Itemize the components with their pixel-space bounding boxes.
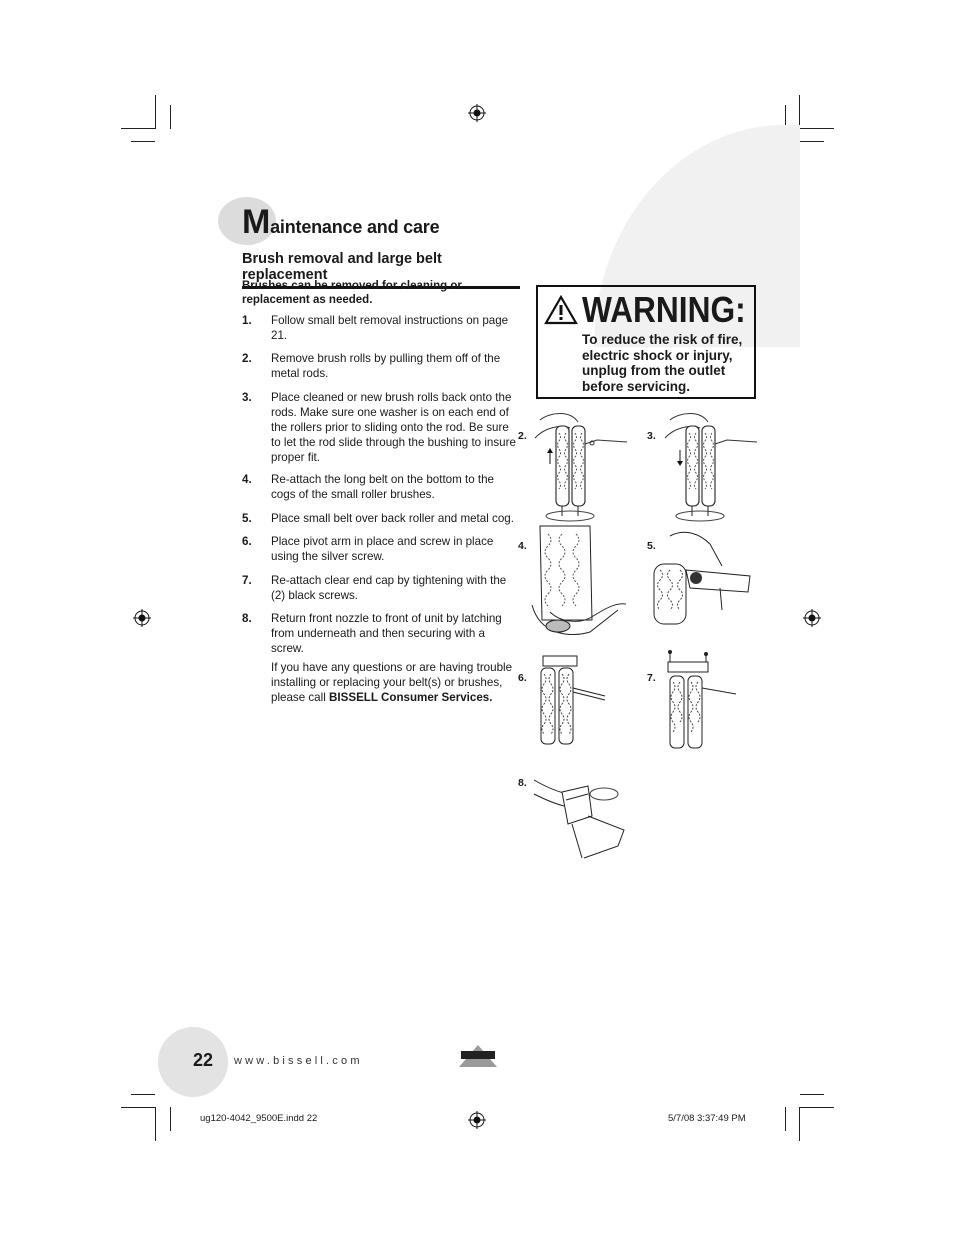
warning-triangle-icon — [544, 295, 578, 325]
figure-label: 4. — [518, 540, 527, 552]
step-number: 5. — [242, 512, 252, 525]
consumer-services-text: BISSELL Consumer Services. — [329, 691, 493, 704]
step-number: 1. — [242, 314, 252, 327]
figure-5-illustration — [650, 526, 760, 636]
figure-label: 7. — [647, 672, 656, 684]
section-title-rest: aintenance and care — [270, 217, 440, 237]
figure-label: 8. — [518, 777, 527, 789]
subheading: Brush removal and large belt replacement — [242, 251, 520, 289]
crop-mark — [170, 1107, 171, 1131]
intro-text: Brushes can be removed for cleaning or replacement as needed. — [242, 280, 462, 306]
registration-mark-icon — [468, 1111, 486, 1129]
registration-mark-icon — [468, 104, 486, 122]
crop-mark — [155, 95, 156, 129]
crop-mark — [121, 1107, 155, 1108]
step-text: Place pivot arm in place and screw in place using the silver screw. — [271, 535, 494, 563]
section-title-initial: M — [242, 203, 271, 241]
figure-label: 6. — [518, 672, 527, 684]
step-text: Re-attach clear end cap by tightening with the (2) black screws. — [271, 574, 507, 602]
crop-mark — [155, 1107, 156, 1141]
slug-timestamp: 5/7/08 3:37:49 PM — [668, 1113, 746, 1124]
crop-mark — [800, 1107, 834, 1108]
crop-mark — [799, 95, 800, 129]
crop-mark — [170, 105, 171, 129]
step-text: Place small belt over back roller and metal cog. — [271, 512, 514, 525]
figure-4-illustration — [530, 520, 640, 650]
warning-text: To reduce the risk of fire, electric shock or injury, unplug from the outlet before servicing. — [582, 332, 743, 394]
crop-mark — [800, 128, 834, 129]
crop-mark — [799, 1107, 800, 1141]
section-title — [242, 205, 439, 239]
step-text: Place cleaned or new brush rolls back onto the rods. Make sure one washer is on each end of the rollers prior to sliding onto the rod. Be sure to let the rod slide through the bushing to insure proper fit. — [271, 391, 516, 464]
step-number: 6. — [242, 535, 252, 548]
step-text: Re-attach the long belt on the bottom to the cogs of the small roller brushes. — [271, 473, 495, 501]
figure-7-illustration — [664, 648, 774, 752]
crop-mark — [800, 141, 824, 142]
step-number: 4. — [242, 473, 252, 486]
note-text: If you have any questions or are having trouble installing or replacing your belt(s) or brushes, please call — [271, 661, 513, 704]
crop-mark — [131, 141, 155, 142]
registration-mark-icon — [803, 609, 821, 627]
crop-mark — [785, 1107, 786, 1131]
figure-label: 2. — [518, 430, 527, 442]
warning-box — [536, 285, 756, 399]
registration-mark-icon — [133, 609, 151, 627]
figure-3-illustration — [660, 408, 770, 523]
crop-mark — [131, 1094, 155, 1095]
figure-6-illustration — [535, 652, 645, 752]
step-number: 7. — [242, 574, 252, 587]
step-text: Return front nozzle to front of unit by latching from underneath and then securing with a screw. — [271, 612, 502, 655]
website-url: www.bissell.com — [234, 1055, 363, 1067]
figure-2-illustration — [530, 408, 640, 523]
figure-label: 3. — [647, 430, 656, 442]
figure-label: 5. — [647, 540, 656, 552]
step-text: Follow small belt removal instructions on page 21. — [271, 314, 509, 342]
crop-mark — [800, 1094, 824, 1095]
step-number: 8. — [242, 612, 252, 625]
bissell-logo-icon — [459, 1045, 497, 1067]
step-number: 3. — [242, 391, 252, 404]
figure-8-illustration — [528, 772, 628, 860]
step-text: Remove brush rolls by pulling them off of the metal rods. — [271, 352, 501, 380]
crop-mark — [121, 128, 155, 129]
step-number: 2. — [242, 352, 252, 365]
slug-file-info: ug120-4042_9500E.indd 22 — [200, 1113, 318, 1124]
page-number: 22 — [193, 1050, 214, 1070]
warning-heading: WARNING: — [582, 289, 746, 330]
